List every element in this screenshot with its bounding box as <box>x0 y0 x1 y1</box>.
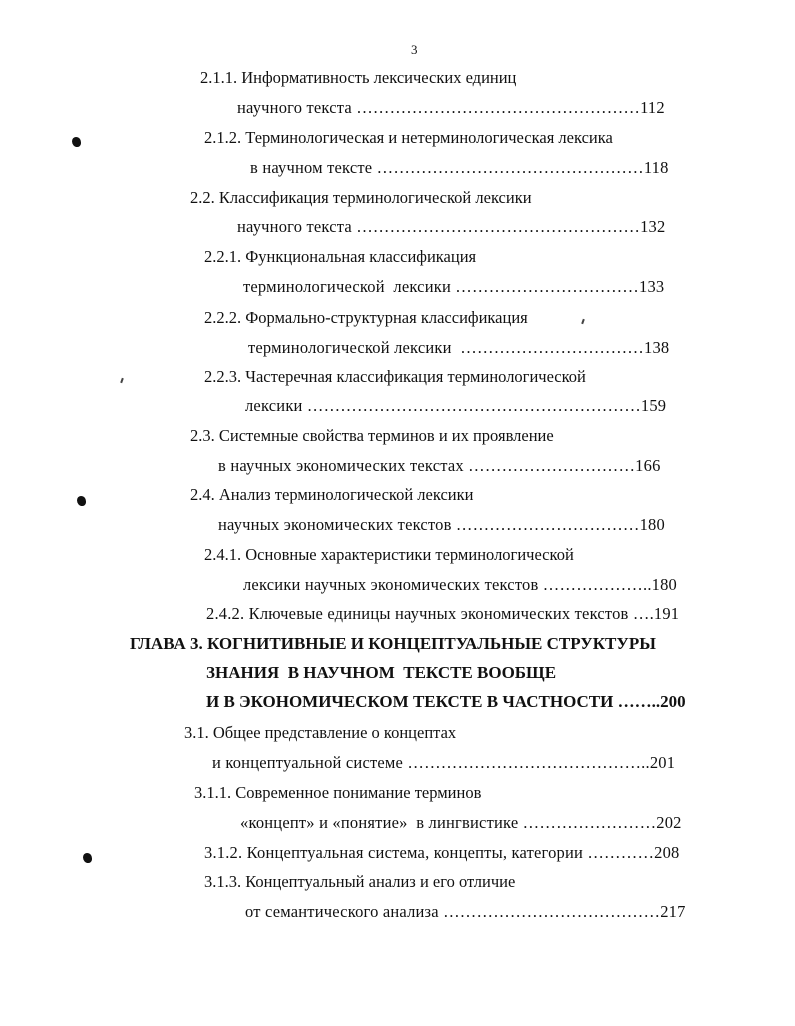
toc-entry-2-2-1-title: 2.2.1. Функциональная классификация <box>204 247 477 266</box>
chapter-3-title-line-1: ГЛАВА 3. КОГНИТИВНЫЕ И КОНЦЕПТУАЛЬНЫЕ СТРУКТУРЫ <box>130 634 656 653</box>
scan-mark <box>120 378 124 383</box>
toc-entry-2-2-1-page: терминологической лексики ……………………………133 <box>243 277 665 296</box>
toc-entry-2-2-3-page: лексики ……………………………………………………159 <box>245 396 667 415</box>
toc-entry-2-2-page: научного текста ……………………………………………132 <box>237 217 666 236</box>
page-number: 3 <box>411 42 418 57</box>
scan-speck <box>83 853 92 863</box>
scan-speck <box>77 496 86 506</box>
toc-entry-2-2-3-title: 2.2.3. Частеречная классификация терминологической <box>204 367 586 386</box>
toc-entry-2-4-1-title: 2.4.1. Основные характеристики терминологической <box>204 545 574 564</box>
toc-entry-2-4-2: 2.4.2. Ключевые единицы научных экономических текстов ….191 <box>206 604 680 623</box>
toc-entry-3-1-page: и концептуальной системе ……………………………………..201 <box>212 753 676 772</box>
scan-speck <box>72 137 81 147</box>
chapter-3-title-line-3: И В ЭКОНОМИЧЕСКОМ ТЕКСТЕ В ЧАСТНОСТИ ……..200 <box>206 692 686 711</box>
toc-entry-2-4-1-page: лексики научных экономических текстов ………………..180 <box>243 575 677 594</box>
chapter-3-title-line-2: ЗНАНИЯ В НАУЧНОМ ТЕКСТЕ ВООБЩЕ <box>206 663 557 682</box>
toc-entry-2-1-2-page: в научном тексте …………………………………………118 <box>250 158 669 177</box>
toc-entry-3-1-1-title: 3.1.1. Современное понимание терминов <box>194 783 482 802</box>
scan-mark <box>581 319 585 324</box>
toc-entry-2-2-title: 2.2. Классификация терминологической лексики <box>190 188 532 207</box>
toc-entry-2-2-2-title: 2.2.2. Формально-структурная классификация <box>204 308 528 327</box>
toc-entry-3-1-title: 3.1. Общее представление о концептах <box>184 723 457 742</box>
toc-entry-3-1-1-page: «концепт» и «понятие» в лингвистике ……………………202 <box>240 813 682 832</box>
toc-entry-2-1-1-page: научного текста ……………………………………………112 <box>237 98 665 117</box>
toc-entry-2-4-title: 2.4. Анализ терминологической лексики <box>190 485 474 504</box>
toc-entry-2-1-2-title: 2.1.2. Терминологическая и нетерминологическая лексика <box>204 128 613 147</box>
toc-entry-3-1-3-page: от семантического анализа …………………………………217 <box>245 902 686 921</box>
toc-entry-2-1-1-title: 2.1.1. Информативность лексических единиц <box>200 68 517 87</box>
toc-entry-2-2-2-page: терминологической лексики ……………………………138 <box>248 338 670 357</box>
toc-entry-3-1-3-title: 3.1.3. Концептуальный анализ и его отличие <box>204 872 516 891</box>
toc-entry-2-3-title: 2.3. Системные свойства терминов и их проявление <box>190 426 554 445</box>
toc-entry-2-3-page: в научных экономических текстах …………………………166 <box>218 456 661 475</box>
toc-entry-2-4-page: научных экономических текстов ……………………………180 <box>218 515 665 534</box>
toc-entry-3-1-2: 3.1.2. Концептуальная система, концепты, категории …………208 <box>204 843 680 862</box>
